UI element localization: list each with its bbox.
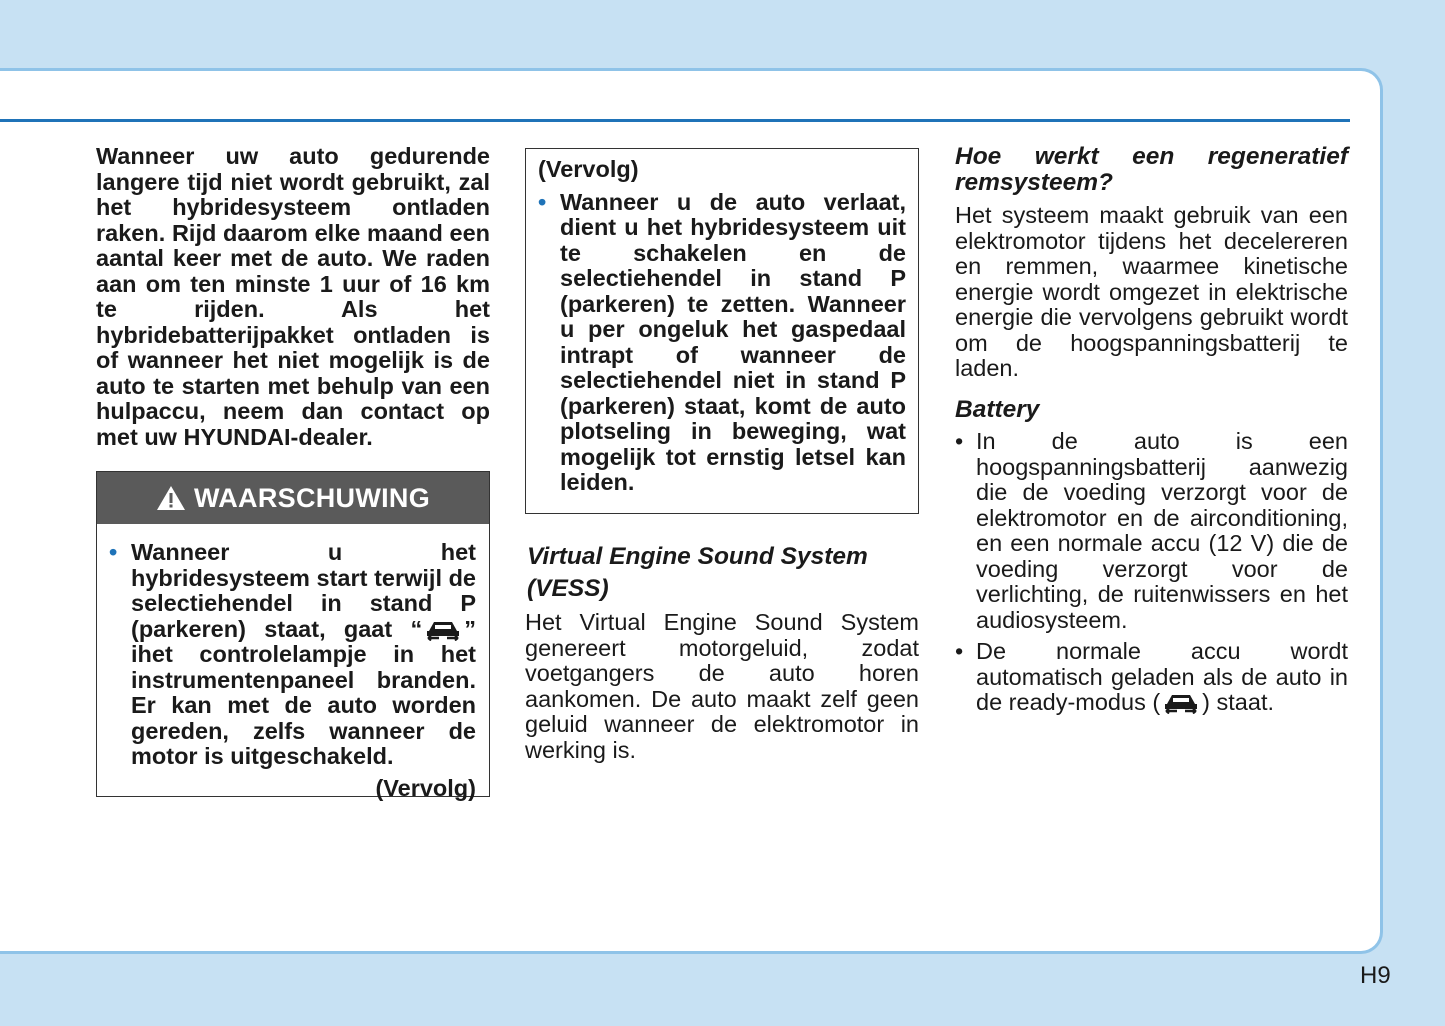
warning-text-part1: Wanneer u het hybridesysteem start terwijl de selectiehendel in stand P (parkeren) staat, gaat “: [131, 539, 476, 642]
list-item: • De normale accu wordt automatisch geladen als de auto in de ready-modus ( ) staat.: [955, 638, 1348, 715]
warning-body: [97, 524, 489, 801]
regen-body: Het systeem maakt gebruik van een elektromotor tijdens het decelereren en remmen, waarmee kinetische energie wordt omgezet in elektrische energie die vervolgens gebruikt wordt om de hoogspanningsbatterij te laden.: [955, 202, 1348, 381]
regen-heading: Hoe werkt een regeneratief remsysteem?: [955, 143, 1348, 196]
battery-heading: Battery: [955, 396, 1040, 423]
ready-car-icon: [425, 619, 461, 641]
continued-box: [525, 148, 919, 514]
ready-car-icon: [1163, 692, 1199, 714]
warning-text-part2: ” ihet controlelampje in het instrumentenpaneel branden. Er kan met de auto worden gereden, zelfs wanneer de motor is uitgeschakeld.: [131, 615, 476, 769]
battery-list: [955, 429, 1348, 722]
warning-continued: (Vervolg): [375, 774, 476, 801]
continued-text: Wanneer u de auto verlaat, dient u het hybridesysteem uit te schakelen en de selectiehendel in stand P (parkeren) te zetten. Wanneer u per ongeluk het gaspedaal intrapt of wanneer de selectiehendel niet in stand P (parkeren) staat, komt de auto plotseling in beweging, wat mogelijk tot ernstig letsel kan leiden.: [560, 188, 906, 495]
bullet-icon: •: [955, 428, 964, 454]
page-number: H9: [1360, 962, 1391, 989]
bullet-icon: •: [955, 638, 964, 664]
continued-label: (Vervolg): [538, 156, 639, 182]
vess-heading: Virtual Engine Sound System (VESS): [527, 543, 868, 602]
vess-body: Het Virtual Engine Sound System genereert motorgeluid, zodat voetgangers de auto horen aankomen. De auto maakt zelf geen geluid wanneer de elektromotor in werking is.: [525, 609, 919, 763]
continued-bullet: [538, 190, 906, 496]
top-rule: [0, 119, 1350, 122]
intro-text: Wanneer uw auto gedurende langere tijd niet wordt gebruikt, zal het hybridesysteem ontladen raken. Rijd daarom elke maand een aantal keer met de auto. We raden aan om ten minste 1 uur of 16 km te rijden. Als het hybridebatterijpakket ontladen is of wanneer het niet mogelijk is de auto te starten met behulp van een hulpaccu, neem dan contact op met uw HYUNDAI-dealer.: [96, 143, 490, 450]
warning-bullet: [109, 540, 476, 770]
warning-title: WAARSCHUWING: [193, 482, 431, 513]
bullet-icon: •: [109, 539, 118, 565]
intro-paragraph: [96, 144, 490, 450]
warning-box: [96, 471, 490, 801]
warning-triangle-icon: [156, 485, 186, 511]
list-item: • In de auto is een hoogspanningsbatterij aanwezig die de voeding verzorgt voor de elektromotor en de airconditioning, en een normale accu (12 V) die de voeding verzorgt voor de verlichting, de ruitenwissers en het audiosysteem.: [955, 428, 1348, 633]
bullet-icon: •: [538, 188, 547, 215]
warning-header: [97, 472, 489, 524]
